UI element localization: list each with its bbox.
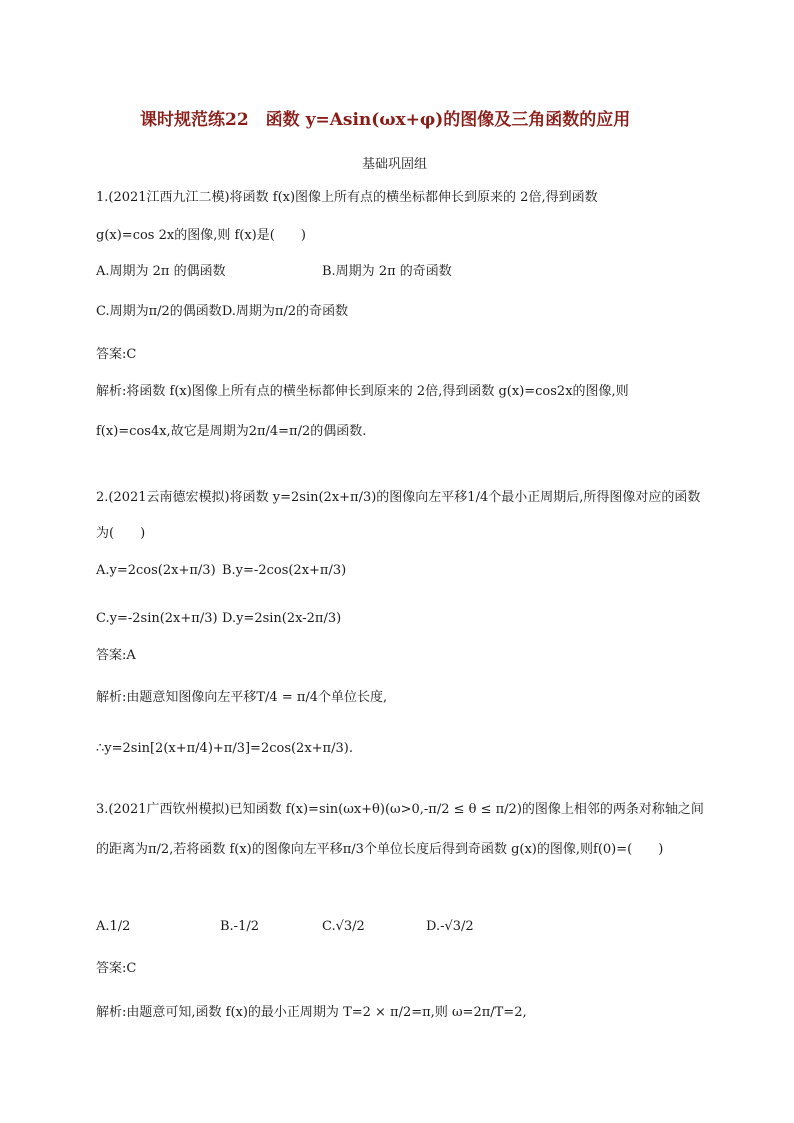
- q2-option-d: D.y=2sin(2x-2π/3): [222, 611, 342, 626]
- q1-option-b: B.周期为 2π 的奇函数: [322, 264, 452, 279]
- q2-answer: 答案:A: [96, 648, 136, 663]
- page-title: 课时规范练22 函数 y=Asin(ωx+φ)的图像及三角函数的应用: [140, 110, 631, 130]
- q1-answer: 答案:C: [96, 347, 137, 362]
- q2-analysis-line1: 解析:由题意知图像向左平移T/4 = π/4个单位长度,: [96, 690, 388, 705]
- q1-option-c: C.周期为π/2的偶函数: [96, 304, 222, 319]
- q1-option-cd: [96, 305, 348, 318]
- q1-option-d: D.周期为π/2的奇函数: [221, 304, 349, 319]
- q1-stem-line2: g(x)=cos 2x的图像,则 f(x)是( ): [96, 228, 306, 243]
- q3-option-a: A.1/2: [96, 919, 131, 934]
- q3-option-d: D.-√3/2: [426, 919, 474, 934]
- q2-option-c: C.y=-2sin(2x+π/3): [96, 611, 218, 626]
- q3-stem: 3.(2021广西钦州模拟)已知函数 f(x)=sin(ωx+θ)(ω>0,-π/2 ≤ θ ≤ π/2)的图像上相邻的两条对称轴之间的距离为π/2,若将函数 f(x)的图像向左平移π/3个单位长度后得到奇函数 g(x)的图像,则f(0)=( ): [96, 802, 704, 857]
- q2-option-a: A.y=2cos(2x+π/3): [96, 563, 216, 578]
- section-subtitle: 基础巩固组: [362, 157, 428, 172]
- q1-analysis-line2: f(x)=cos4x,故它是周期为2π/4=π/2的偶函数.: [96, 424, 367, 439]
- q2-analysis-line2: ∴y=2sin[2(x+π/4)+π/3]=2cos(2x+π/3).: [96, 741, 353, 756]
- q1-option-a: A.周期为 2π 的偶函数: [96, 264, 226, 279]
- q2-option-b: B.y=-2cos(2x+π/3): [222, 563, 347, 578]
- q2-stem: 2.(2021云南德宏模拟)将函数 y=2sin(2x+π/3)的图像向左平移1/4个最小正周期后,所得图像对应的函数为( ): [96, 490, 701, 541]
- q3-option-c: C.√3/2: [322, 919, 365, 934]
- q3-option-b: B.-1/2: [220, 919, 259, 934]
- q1-stem-line1: 1.(2021江西九江二模)将函数 f(x)图像上所有点的横坐标都伸长到原来的 2倍,得到函数: [96, 190, 598, 205]
- q3-analysis: 解析:由题意可知,函数 f(x)的最小正周期为 T=2 × π/2=π,则 ω=2π/T=2,: [96, 1005, 527, 1020]
- q3-answer: 答案:C: [96, 961, 137, 976]
- q1-analysis-line1: 解析:将函数 f(x)图像上所有点的横坐标都伸长到原来的 2倍,得到函数 g(x)=cos2x的图像,则: [96, 384, 629, 399]
